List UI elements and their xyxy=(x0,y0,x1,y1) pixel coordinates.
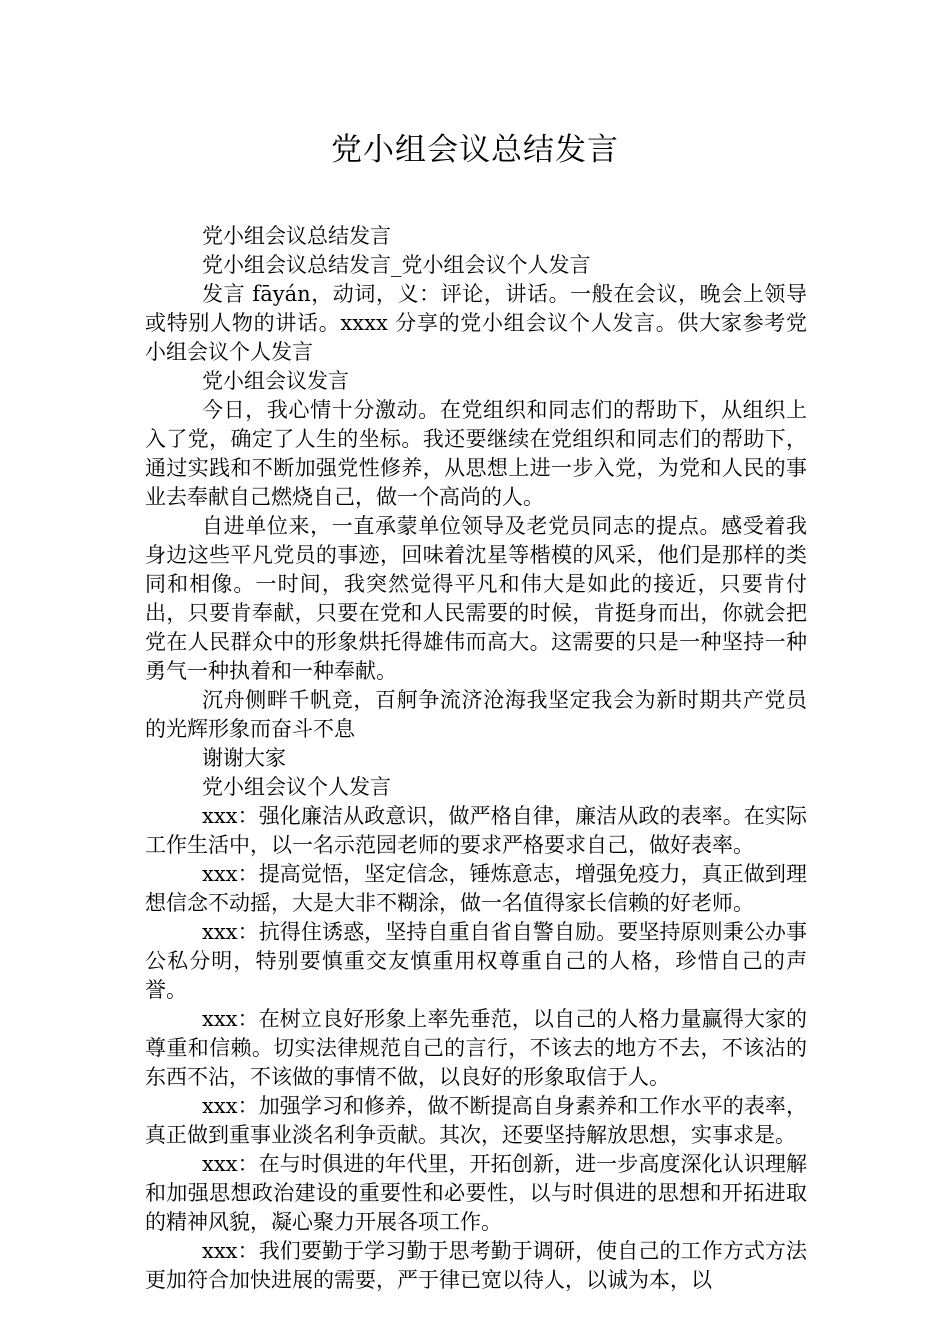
document-body xyxy=(145,222,807,1295)
paragraph: xxx：加强学习和修养，做不断提高自身素养和工作水平的表率，真正做到重事业淡名利争贡献。其次，还要坚持解放思想，实事求是。 xyxy=(145,1094,807,1147)
paragraph: 发言 fāyán，动词，义：评论，讲话。一般在会议，晚会上领导或特别人物的讲话。xxxx 分享的党小组会议个人发言。供大家参考党小组会议个人发言 xyxy=(145,282,807,364)
paragraph: 党小组会议总结发言_党小组会议个人发言 xyxy=(202,253,591,277)
paragraph: 党小组会议个人发言 xyxy=(202,775,391,799)
paragraph: xxx：强化廉洁从政意识，做严格自律，廉洁从政的表率。在实际工作生活中，以一名示范园老师的要求严格要求自己，做好表率。 xyxy=(145,804,807,857)
paragraph: 谢谢大家 xyxy=(202,746,286,770)
document-title: 党小组会议总结发言 xyxy=(331,132,619,168)
paragraph: xxx：在树立良好形象上率先垂范，以自己的人格力量赢得大家的尊重和信赖。切实法律规范自己的言行，不该去的地方不去，不该沾的东西不沾，不该做的事情不做，以良好的形象取信于人。 xyxy=(145,1007,807,1089)
paragraph: 党小组会议总结发言 xyxy=(202,224,391,248)
paragraph: 今日，我心情十分激动。在党组织和同志们的帮助下，从组织上入了党，确定了人生的坐标。我还要继续在党组织和同志们的帮助下，通过实践和不断加强党性修养，从思想上进一步入党，为党和人民的事业去奉献自己燃烧自己，做一个高尚的人。 xyxy=(145,398,807,509)
paragraph: 党小组会议发言 xyxy=(202,369,349,393)
paragraph: 沉舟侧畔千帆竞，百舸争流济沧海我坚定我会为新时期共产党员的光辉形象而奋斗不息 xyxy=(145,688,807,741)
paragraph: xxx：我们要勤于学习勤于思考勤于调研，使自己的工作方式方法更加符合加快进展的需要，严于律已宽以待人，以诚为本，以 xyxy=(145,1239,807,1292)
paragraph: xxx：在与时俱进的年代里，开拓创新，进一步高度深化认识理解和加强思想政治建设的重要性和必要性，以与时俱进的思想和开拓进取的精神风貌，凝心聚力开展各项工作。 xyxy=(145,1152,807,1234)
paragraph: 自进单位来，一直承蒙单位领导及老党员同志的提点。感受着我身边这些平凡党员的事迹，回味着沈星等楷模的风采，他们是那样的类同和相像。一时间，我突然觉得平凡和伟大是如此的接近，只要肯付出，只要肯奉献，只要在党和人民需要的时候，肯挺身而出，你就会把党在人民群众中的形象烘托得雄伟而高大。这需要的只是一种坚持一种勇气一种执着和一种奉献。 xyxy=(145,514,807,683)
paragraph: xxx：抗得住诱惑，坚持自重自省自警自励。要坚持原则秉公办事公私分明，特别要慎重交友慎重用权尊重自己的人格，珍惜自己的声誉。 xyxy=(145,920,807,1002)
paragraph: xxx：提高觉悟，坚定信念，锤炼意志，增强免疫力，真正做到理想信念不动摇，大是大非不糊涂，做一名值得家长信赖的好老师。 xyxy=(145,862,807,915)
